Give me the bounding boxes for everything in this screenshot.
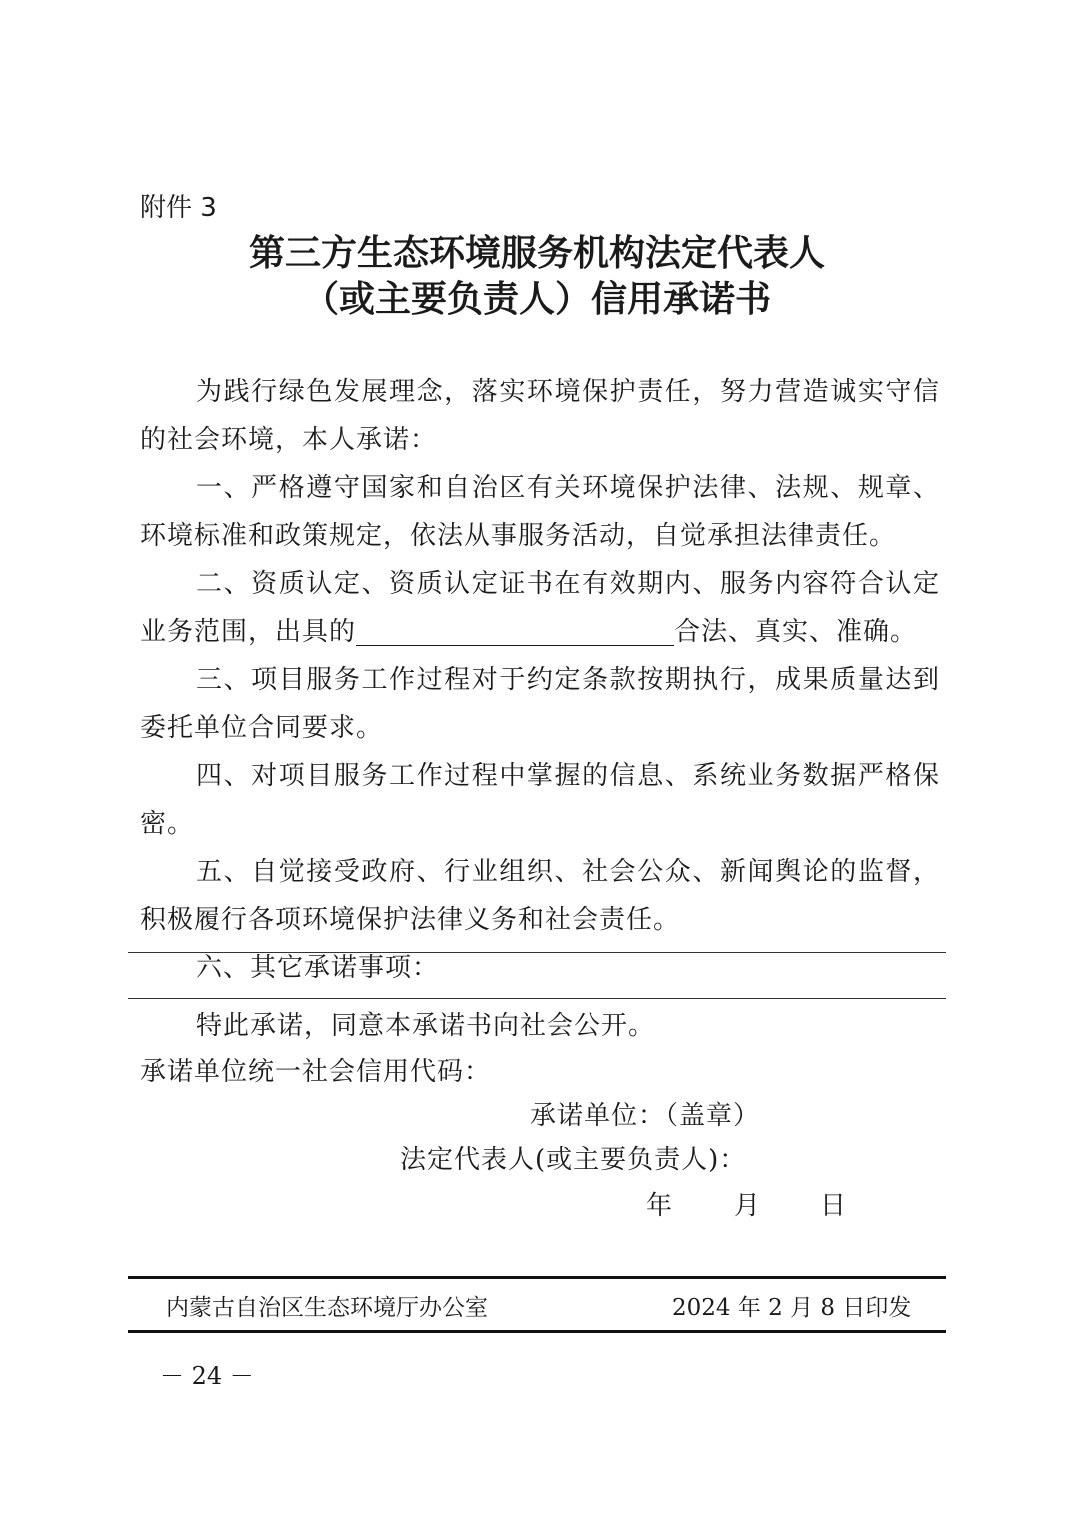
commitment-item-3: 三、项目服务工作过程对于约定条款按期执行，成果质量达到委托单位合同要求。 (140, 665, 940, 743)
document-title-line-2: （或主要负责人）信用承诺书 (302, 279, 771, 320)
legal-representative-label: 法定代表人(或主要负责人)： (400, 1145, 747, 1175)
footer-top-rule (128, 1276, 946, 1279)
intro-paragraph: 为践行绿色发展理念，落实环境保护责任，努力营造诚实守信的社会环境，本人承诺： (140, 377, 940, 455)
issuer-name: 内蒙古自治区生态环境厅办公室 (166, 1295, 488, 1321)
issue-date: 2024 年 2 月 8 日印发 (672, 1295, 912, 1321)
special-promise-text: 特此承诺，同意本承诺书向社会公开。 (196, 1011, 656, 1041)
commitment-item-6: 六、其它承诺事项： (196, 953, 440, 983)
document-title-line-1: 第三方生态环境服务机构法定代表人 (248, 233, 825, 274)
commitment-body (140, 368, 940, 992)
commitment-item-1: 一、严格遵守国家和自治区有关环境保护法律、法规、规章、环境标准和政策规定，依法从事服务活动，自觉承担法律责任。 (140, 473, 940, 551)
date-year-label: 年 (646, 1191, 673, 1221)
credit-code-label: 承诺单位统一社会信用代码： (140, 1057, 492, 1087)
commitment-item-2 (140, 560, 940, 656)
commitment-item-5: 五、自觉接受政府、行业组织、社会公众、新闻舆论的监督，积极履行各项环境保护法律义务和社会责任。 (140, 857, 940, 935)
unit-seal-label: 承诺单位：（盖章） (530, 1101, 761, 1131)
commitment-item-2-ending: 合法、真实、准确。 (674, 617, 918, 647)
other-items-line-1[interactable] (128, 952, 946, 953)
commitment-item-2-text: 二、资质认定、资质认定证书在有效期内、服务内容符合认定业务范围，出具的 (140, 569, 940, 647)
commitment-item-4: 四、对项目服务工作过程中掌握的信息、系统业务数据严格保密。 (140, 761, 940, 839)
other-items-line-2[interactable] (128, 998, 946, 999)
date-day-label: 日 (820, 1191, 847, 1221)
report-name-blank[interactable] (356, 615, 674, 646)
attachment-label: 附件 3 (140, 193, 217, 223)
footer-bottom-rule (128, 1330, 946, 1333)
page-number: － 24 － (160, 1362, 254, 1390)
date-month-label: 月 (734, 1191, 761, 1221)
